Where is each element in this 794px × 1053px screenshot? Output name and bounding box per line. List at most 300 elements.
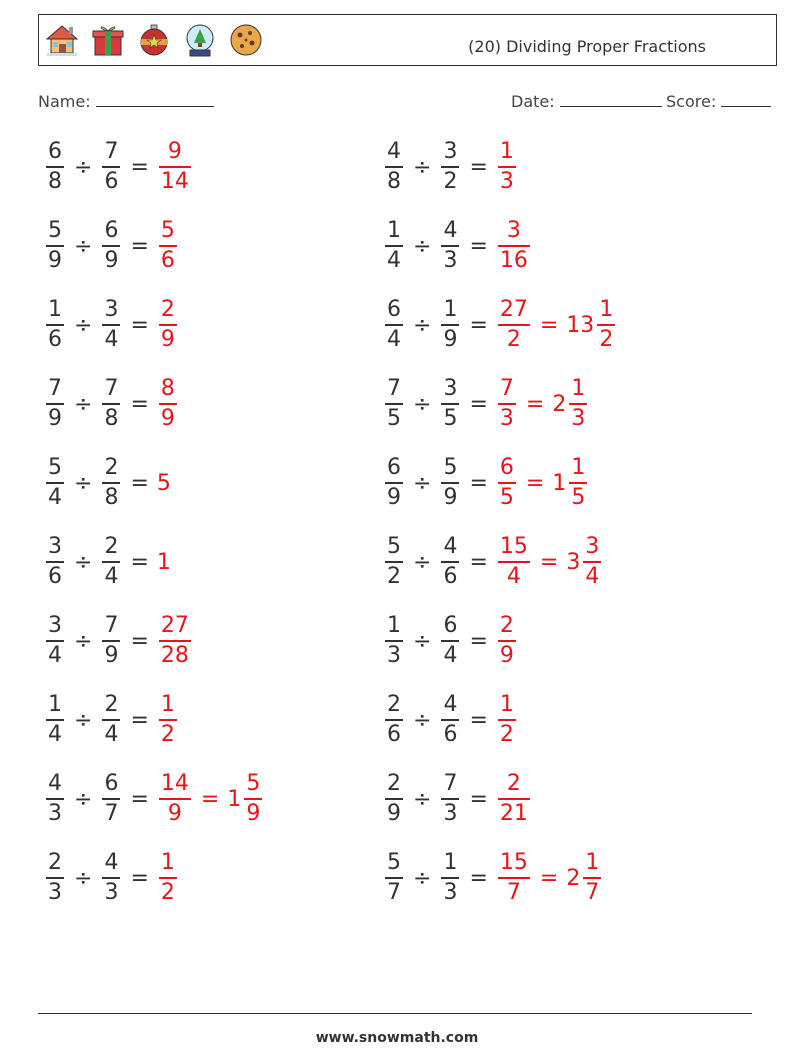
score-field[interactable] bbox=[666, 92, 771, 111]
numerator: 1 bbox=[443, 850, 458, 876]
denominator: 9 bbox=[499, 642, 514, 668]
answer-fraction bbox=[159, 378, 177, 430]
answer bbox=[496, 536, 603, 588]
problem-item bbox=[383, 294, 617, 356]
answer-fraction bbox=[159, 220, 177, 272]
denominator: 2 bbox=[443, 168, 458, 194]
denominator: 6 bbox=[160, 247, 175, 273]
score-blank[interactable] bbox=[721, 92, 771, 107]
denominator: 5 bbox=[387, 405, 401, 431]
denominator: 2 bbox=[506, 326, 521, 352]
mixed-fraction bbox=[569, 378, 587, 430]
answer bbox=[496, 141, 518, 193]
divide-sign: ÷ bbox=[413, 470, 432, 496]
dividend-fraction bbox=[46, 457, 64, 509]
denominator: 4 bbox=[104, 721, 119, 747]
equals-sign: = bbox=[539, 865, 559, 891]
denominator: 4 bbox=[443, 642, 458, 668]
mixed-whole: 2 bbox=[552, 391, 567, 417]
divide-sign: ÷ bbox=[413, 312, 432, 338]
divide-sign: ÷ bbox=[413, 549, 432, 575]
cookie-icon bbox=[227, 21, 265, 59]
answer-fraction bbox=[498, 773, 530, 825]
equals-sign: = bbox=[469, 154, 488, 180]
numerator: 2 bbox=[104, 455, 119, 481]
answer bbox=[496, 378, 589, 430]
problem-item bbox=[44, 689, 179, 751]
problem-item bbox=[44, 452, 171, 514]
problem-item bbox=[44, 610, 193, 672]
answer-fraction bbox=[498, 615, 516, 667]
equals-sign: = bbox=[539, 312, 559, 338]
answer-fraction bbox=[498, 852, 530, 904]
numerator: 6 bbox=[104, 771, 119, 797]
numerator: 1 bbox=[48, 297, 62, 323]
mixed-fraction bbox=[583, 536, 601, 588]
answer-fraction bbox=[498, 220, 530, 272]
score-label: Score: bbox=[666, 92, 717, 111]
problem-item bbox=[383, 847, 603, 909]
problem-item bbox=[44, 768, 264, 830]
answer-fraction bbox=[159, 299, 177, 351]
numerator: 4 bbox=[387, 139, 401, 165]
mixed-whole: 3 bbox=[566, 549, 581, 575]
numerator: 9 bbox=[167, 139, 182, 165]
footer-url: www.snowmath.com bbox=[315, 1030, 479, 1046]
numerator: 7 bbox=[387, 376, 401, 402]
answer-fraction bbox=[498, 378, 516, 430]
denominator: 7 bbox=[387, 879, 401, 905]
numerator: 7 bbox=[443, 771, 458, 797]
numerator: 5 bbox=[160, 218, 175, 244]
numerator: 8 bbox=[160, 376, 175, 402]
denominator: 28 bbox=[160, 642, 189, 668]
mixed-whole: 1 bbox=[552, 470, 567, 496]
problem-item bbox=[383, 373, 589, 435]
answer bbox=[157, 141, 193, 193]
answer bbox=[496, 694, 518, 746]
equals-sign: = bbox=[525, 470, 545, 496]
denominator: 3 bbox=[499, 168, 514, 194]
numerator: 1 bbox=[499, 139, 514, 165]
numerator: 1 bbox=[499, 692, 514, 718]
denominator: 4 bbox=[104, 563, 119, 589]
divisor-fraction bbox=[102, 299, 120, 351]
divisor-fraction bbox=[441, 220, 459, 272]
denominator: 3 bbox=[387, 642, 401, 668]
numerator: 1 bbox=[585, 850, 600, 876]
problem-item bbox=[44, 847, 179, 909]
divisor-fraction bbox=[102, 615, 120, 667]
mixed-whole: 13 bbox=[566, 312, 595, 338]
numerator: 1 bbox=[48, 692, 62, 718]
numerator: 7 bbox=[104, 376, 119, 402]
divide-sign: ÷ bbox=[74, 865, 93, 891]
answer-fraction bbox=[498, 694, 516, 746]
divisor-fraction bbox=[441, 536, 459, 588]
problem-item bbox=[44, 294, 179, 356]
worksheet-header bbox=[38, 14, 777, 66]
numerator: 2 bbox=[104, 692, 119, 718]
numerator: 6 bbox=[387, 297, 401, 323]
numerator: 3 bbox=[506, 218, 521, 244]
answer bbox=[157, 615, 193, 667]
answer bbox=[157, 852, 179, 904]
divide-sign: ÷ bbox=[74, 707, 93, 733]
numerator: 2 bbox=[48, 850, 62, 876]
denominator: 8 bbox=[104, 405, 119, 431]
divide-sign: ÷ bbox=[74, 233, 93, 259]
dividend-fraction bbox=[46, 378, 64, 430]
house-icon bbox=[43, 21, 81, 59]
divisor-fraction bbox=[441, 299, 459, 351]
divide-sign: ÷ bbox=[74, 154, 93, 180]
denominator: 14 bbox=[160, 168, 189, 194]
divide-sign: ÷ bbox=[74, 470, 93, 496]
denominator: 2 bbox=[160, 879, 175, 905]
denominator: 3 bbox=[48, 879, 62, 905]
answer-fraction bbox=[159, 694, 177, 746]
equals-sign: = bbox=[469, 786, 488, 812]
numerator: 3 bbox=[48, 534, 62, 560]
answer-whole: 5 bbox=[156, 470, 171, 496]
snow-globe-icon bbox=[181, 21, 219, 59]
equals-sign: = bbox=[469, 628, 488, 654]
answer bbox=[496, 220, 532, 272]
problem-item bbox=[44, 136, 193, 198]
answer bbox=[157, 773, 264, 825]
denominator: 5 bbox=[571, 484, 586, 510]
equals-sign: = bbox=[130, 865, 149, 891]
denominator: 4 bbox=[48, 721, 62, 747]
equals-sign: = bbox=[200, 786, 220, 812]
numerator: 3 bbox=[48, 613, 62, 639]
numerator: 1 bbox=[387, 613, 401, 639]
mixed-fraction bbox=[569, 457, 587, 509]
name-field[interactable] bbox=[38, 92, 214, 111]
answer bbox=[496, 457, 589, 509]
equals-sign: = bbox=[469, 865, 488, 891]
denominator: 9 bbox=[104, 642, 119, 668]
denominator: 8 bbox=[387, 168, 401, 194]
equals-sign: = bbox=[469, 312, 488, 338]
equals-sign: = bbox=[130, 628, 149, 654]
numerator: 2 bbox=[506, 771, 521, 797]
dividend-fraction bbox=[385, 457, 403, 509]
denominator: 9 bbox=[104, 247, 119, 273]
equals-sign: = bbox=[130, 470, 149, 496]
numerator: 3 bbox=[104, 297, 119, 323]
dividend-fraction bbox=[385, 536, 403, 588]
divide-sign: ÷ bbox=[74, 628, 93, 654]
equals-sign: = bbox=[469, 707, 488, 733]
numerator: 2 bbox=[104, 534, 119, 560]
divisor-fraction bbox=[441, 615, 459, 667]
dividend-fraction bbox=[46, 299, 64, 351]
numerator: 1 bbox=[599, 297, 614, 323]
numerator: 14 bbox=[160, 771, 189, 797]
mixed-fraction bbox=[583, 852, 601, 904]
divide-sign: ÷ bbox=[413, 707, 432, 733]
equals-sign: = bbox=[539, 549, 559, 575]
numerator: 1 bbox=[443, 297, 458, 323]
denominator: 9 bbox=[387, 800, 401, 826]
denominator: 3 bbox=[499, 405, 514, 431]
denominator: 21 bbox=[499, 800, 528, 826]
divide-sign: ÷ bbox=[74, 549, 93, 575]
answer-fraction bbox=[159, 141, 191, 193]
denominator: 9 bbox=[160, 405, 175, 431]
divide-sign: ÷ bbox=[413, 628, 432, 654]
problem-item bbox=[383, 610, 518, 672]
denominator: 2 bbox=[599, 326, 614, 352]
numerator: 7 bbox=[104, 613, 119, 639]
divisor-fraction bbox=[441, 141, 459, 193]
equals-sign: = bbox=[469, 233, 488, 259]
divide-sign: ÷ bbox=[413, 154, 432, 180]
gift-icon bbox=[89, 21, 127, 59]
divisor-fraction bbox=[441, 694, 459, 746]
denominator: 9 bbox=[48, 405, 62, 431]
numerator: 4 bbox=[443, 692, 458, 718]
dividend-fraction bbox=[46, 141, 64, 193]
equals-sign: = bbox=[130, 233, 149, 259]
problem-item bbox=[383, 531, 603, 593]
numerator: 6 bbox=[387, 455, 401, 481]
answer-fraction bbox=[498, 457, 516, 509]
answer bbox=[496, 852, 603, 904]
denominator: 7 bbox=[104, 800, 119, 826]
denominator: 4 bbox=[387, 326, 401, 352]
equals-sign: = bbox=[469, 549, 488, 575]
numerator: 7 bbox=[104, 139, 119, 165]
divisor-fraction bbox=[441, 378, 459, 430]
denominator: 16 bbox=[499, 247, 528, 273]
denominator: 9 bbox=[387, 484, 401, 510]
mixed-fraction bbox=[244, 773, 262, 825]
divisor-fraction bbox=[102, 852, 120, 904]
numerator: 5 bbox=[387, 850, 401, 876]
denominator: 9 bbox=[48, 247, 62, 273]
dividend-fraction bbox=[385, 299, 403, 351]
numerator: 6 bbox=[443, 613, 458, 639]
problem-item bbox=[44, 215, 179, 277]
date-blank[interactable] bbox=[560, 92, 662, 107]
denominator: 3 bbox=[48, 800, 62, 826]
numerator: 1 bbox=[571, 376, 586, 402]
divisor-fraction bbox=[441, 773, 459, 825]
numerator: 4 bbox=[443, 218, 458, 244]
equals-sign: = bbox=[130, 391, 149, 417]
dividend-fraction bbox=[385, 852, 403, 904]
numerator: 2 bbox=[387, 692, 401, 718]
equals-sign: = bbox=[130, 312, 149, 338]
answer bbox=[496, 615, 518, 667]
denominator: 6 bbox=[48, 326, 62, 352]
problem-item bbox=[383, 215, 532, 277]
divide-sign: ÷ bbox=[74, 391, 93, 417]
problem-item bbox=[44, 531, 171, 593]
denominator: 8 bbox=[48, 168, 62, 194]
denominator: 7 bbox=[585, 879, 600, 905]
dividend-fraction bbox=[385, 694, 403, 746]
answer-fraction bbox=[498, 299, 530, 351]
numerator: 27 bbox=[499, 297, 528, 323]
equals-sign: = bbox=[469, 391, 488, 417]
numerator: 2 bbox=[387, 771, 401, 797]
answer-fraction bbox=[498, 141, 516, 193]
answer-fraction bbox=[159, 615, 191, 667]
equals-sign: = bbox=[130, 154, 149, 180]
numerator: 2 bbox=[160, 297, 175, 323]
numerator: 1 bbox=[160, 692, 175, 718]
numerator: 4 bbox=[443, 534, 458, 560]
answer bbox=[157, 550, 171, 575]
denominator: 3 bbox=[571, 405, 586, 431]
numerator: 7 bbox=[499, 376, 514, 402]
numerator: 3 bbox=[585, 534, 600, 560]
denominator: 6 bbox=[387, 721, 401, 747]
name-blank[interactable] bbox=[96, 92, 214, 107]
denominator: 6 bbox=[48, 563, 62, 589]
problem-item bbox=[383, 452, 589, 514]
numerator: 6 bbox=[499, 455, 514, 481]
denominator: 2 bbox=[499, 721, 514, 747]
denominator: 4 bbox=[48, 484, 62, 510]
denominator: 7 bbox=[506, 879, 521, 905]
numerator: 2 bbox=[499, 613, 514, 639]
denominator: 3 bbox=[443, 800, 458, 826]
dividend-fraction bbox=[46, 773, 64, 825]
numerator: 3 bbox=[443, 376, 458, 402]
date-field[interactable] bbox=[511, 92, 662, 111]
answer bbox=[496, 773, 532, 825]
answer-fraction bbox=[498, 536, 530, 588]
denominator: 6 bbox=[443, 721, 458, 747]
divide-sign: ÷ bbox=[413, 391, 432, 417]
denominator: 9 bbox=[167, 800, 182, 826]
divisor-fraction bbox=[441, 457, 459, 509]
denominator: 2 bbox=[387, 563, 401, 589]
divisor-fraction bbox=[102, 536, 120, 588]
equals-sign: = bbox=[469, 470, 488, 496]
equals-sign: = bbox=[130, 549, 149, 575]
numerator: 5 bbox=[246, 771, 261, 797]
dividend-fraction bbox=[46, 615, 64, 667]
worksheet-title: (20) Dividing Proper Fractions bbox=[468, 37, 706, 56]
divisor-fraction bbox=[102, 773, 120, 825]
divisor-fraction bbox=[102, 457, 120, 509]
dividend-fraction bbox=[385, 220, 403, 272]
numerator: 5 bbox=[387, 534, 401, 560]
denominator: 9 bbox=[443, 484, 458, 510]
answer-whole: 1 bbox=[156, 549, 171, 575]
dividend-fraction bbox=[385, 615, 403, 667]
numerator: 7 bbox=[48, 376, 62, 402]
header-icons bbox=[43, 21, 265, 59]
divide-sign: ÷ bbox=[413, 865, 432, 891]
divisor-fraction bbox=[102, 694, 120, 746]
numerator: 3 bbox=[443, 139, 458, 165]
denominator: 8 bbox=[104, 484, 119, 510]
numerator: 6 bbox=[104, 218, 119, 244]
numerator: 15 bbox=[499, 534, 528, 560]
denominator: 4 bbox=[104, 326, 119, 352]
mixed-whole: 1 bbox=[227, 786, 242, 812]
numerator: 6 bbox=[48, 139, 62, 165]
dividend-fraction bbox=[46, 536, 64, 588]
denominator: 6 bbox=[443, 563, 458, 589]
denominator: 9 bbox=[160, 326, 175, 352]
answer bbox=[157, 299, 179, 351]
name-label: Name: bbox=[38, 92, 91, 111]
denominator: 4 bbox=[48, 642, 62, 668]
numerator: 4 bbox=[48, 771, 62, 797]
mixed-fraction bbox=[597, 299, 615, 351]
denominator: 6 bbox=[104, 168, 119, 194]
equals-sign: = bbox=[130, 707, 149, 733]
footer-divider bbox=[38, 1013, 752, 1014]
divisor-fraction bbox=[441, 852, 459, 904]
numerator: 5 bbox=[48, 218, 62, 244]
problem-item bbox=[383, 689, 518, 751]
equals-sign: = bbox=[130, 786, 149, 812]
dividend-fraction bbox=[46, 220, 64, 272]
divisor-fraction bbox=[102, 141, 120, 193]
mixed-whole: 2 bbox=[566, 865, 581, 891]
dividend-fraction bbox=[385, 773, 403, 825]
answer bbox=[157, 694, 179, 746]
numerator: 15 bbox=[499, 850, 528, 876]
numerator: 5 bbox=[443, 455, 458, 481]
denominator: 9 bbox=[443, 326, 458, 352]
denominator: 2 bbox=[160, 721, 175, 747]
dividend-fraction bbox=[385, 378, 403, 430]
dividend-fraction bbox=[46, 694, 64, 746]
answer-fraction bbox=[159, 852, 177, 904]
answer bbox=[157, 378, 179, 430]
answer bbox=[157, 220, 179, 272]
denominator: 3 bbox=[443, 247, 458, 273]
dividend-fraction bbox=[385, 141, 403, 193]
date-label: Date: bbox=[511, 92, 555, 111]
answer bbox=[157, 471, 171, 496]
denominator: 4 bbox=[506, 563, 521, 589]
denominator: 5 bbox=[499, 484, 514, 510]
numerator: 1 bbox=[160, 850, 175, 876]
divide-sign: ÷ bbox=[74, 786, 93, 812]
denominator: 5 bbox=[443, 405, 458, 431]
answer-fraction bbox=[159, 773, 191, 825]
numerator: 4 bbox=[104, 850, 119, 876]
denominator: 3 bbox=[443, 879, 458, 905]
numerator: 27 bbox=[160, 613, 189, 639]
problem-item bbox=[44, 373, 179, 435]
problem-item bbox=[383, 768, 532, 830]
denominator: 4 bbox=[387, 247, 401, 273]
dividend-fraction bbox=[46, 852, 64, 904]
divide-sign: ÷ bbox=[413, 233, 432, 259]
numerator: 1 bbox=[387, 218, 401, 244]
divisor-fraction bbox=[102, 220, 120, 272]
denominator: 3 bbox=[104, 879, 119, 905]
equals-sign: = bbox=[525, 391, 545, 417]
divisor-fraction bbox=[102, 378, 120, 430]
denominator: 4 bbox=[585, 563, 600, 589]
answer bbox=[496, 299, 617, 351]
numerator: 1 bbox=[571, 455, 586, 481]
divide-sign: ÷ bbox=[413, 786, 432, 812]
